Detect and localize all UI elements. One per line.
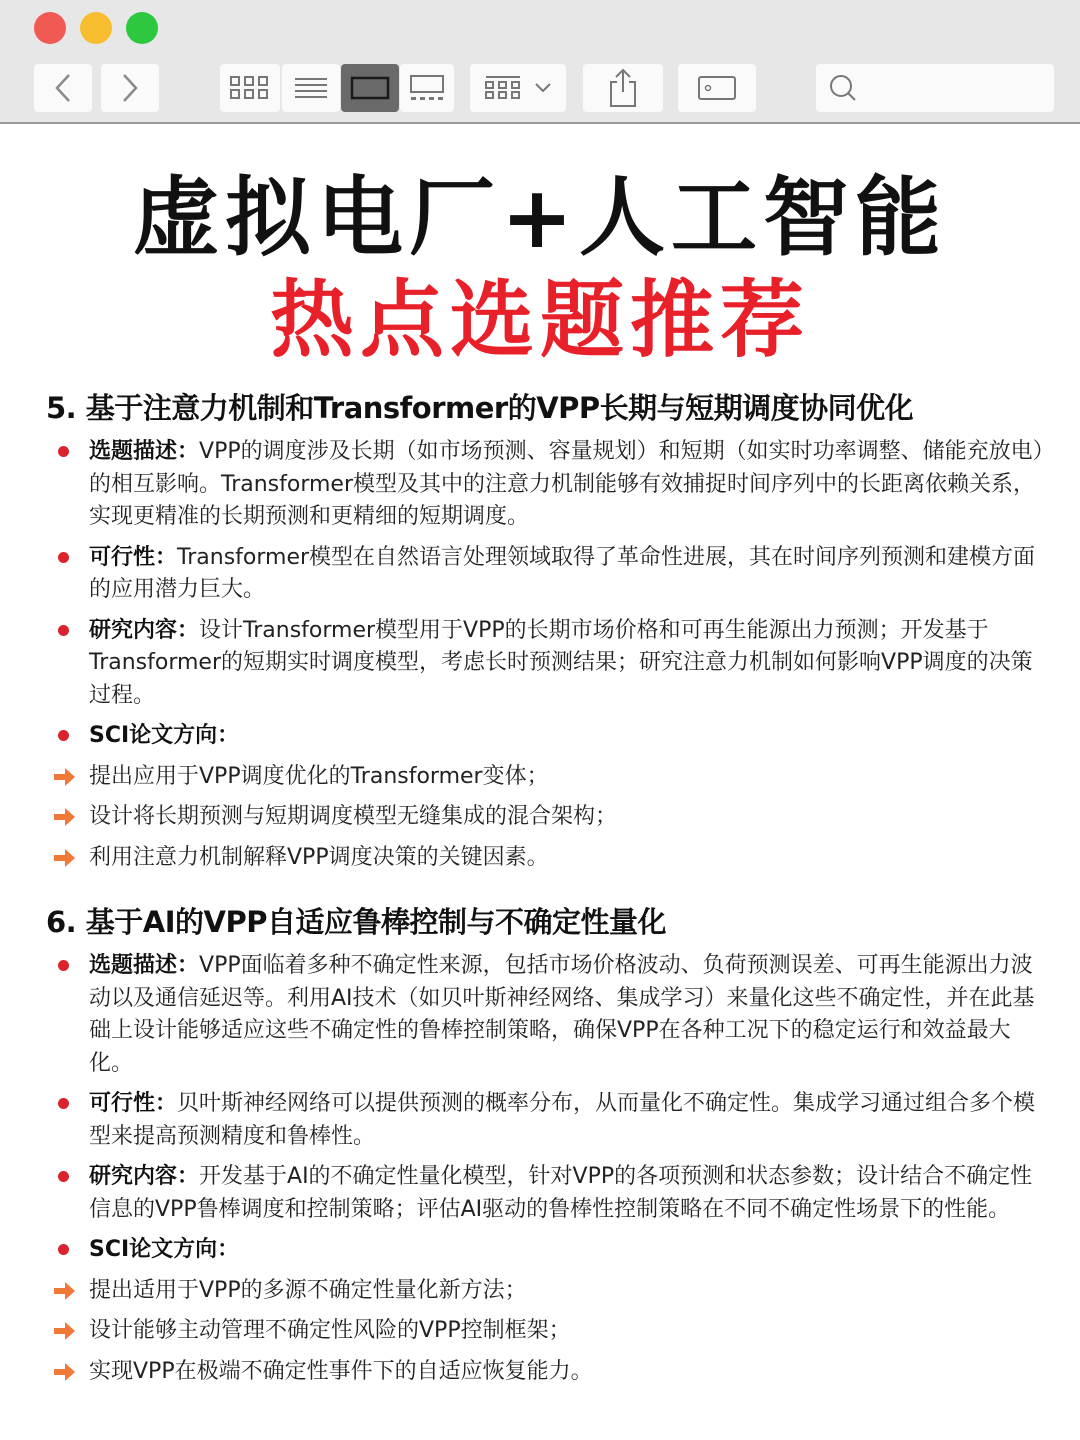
tag-button[interactable] (678, 64, 756, 112)
bullet-icon (58, 625, 69, 636)
list-item-sci: SCI论文方向： (46, 1234, 1046, 1267)
search-field[interactable] (816, 64, 1054, 112)
direction-item: 提出应用于VPP调度优化的Transformer变体； (46, 761, 1046, 794)
list-view-icon (294, 76, 328, 100)
list-item-description: 选题描述：VPP的调度涉及长期（如市场预测、容量规划）和短期（如实时功率调整、储能充放电）的相互影响。Transformer模型及其中的注意力机制能够有效捕捉时间序列中的长距离依赖关系，实现更精准的长期预测和更精细的短期调度。 (46, 436, 1046, 534)
group-by-icon (484, 75, 524, 101)
list-item-feasibility: 可行性：Transformer模型在自然语言处理领域取得了革命性进展，其在时间序列预测和建模方面的应用潜力巨大。 (46, 542, 1046, 607)
arrow-right-icon (54, 767, 76, 787)
arrow-right-icon (54, 1321, 76, 1341)
bullet-icon (58, 1171, 69, 1182)
bullet-icon (58, 1244, 69, 1255)
list-item-description: 选题描述：VPP面临着多种不确定性来源，包括市场价格波动、负荷预测误差、可再生能源出力波动以及通信延迟等。利用AI技术（如贝叶斯神经网络、集成学习）来量化这些不确定性，并在此基础上设计能够适应这些不确定性的鲁棒控制策略，确保VPP在各种工况下的稳定运行和效益最大化。 (46, 950, 1046, 1080)
share-button[interactable] (583, 64, 663, 112)
direction-item: 利用注意力机制解释VPP调度决策的关键因素。 (46, 842, 1046, 875)
share-icon (608, 68, 638, 108)
arrow-right-icon (54, 848, 76, 868)
bullet-icon (58, 730, 69, 741)
section-heading: 5. 基于注意力机制和Transformer的VPP长期与短期调度协同优化 (46, 391, 914, 425)
group-by-button[interactable] (470, 64, 566, 112)
arrow-right-icon (54, 1281, 76, 1301)
topic-section-5 (46, 386, 1046, 882)
topic-section-6 (46, 900, 1046, 1396)
arrow-right-icon (54, 807, 76, 827)
arrow-right-icon (54, 1362, 76, 1382)
zoom-window-button[interactable] (126, 12, 158, 44)
page-subtitle: 热点选题推荐 (269, 271, 810, 369)
direction-item: 提出适用于VPP的多源不确定性量化新方法； (46, 1275, 1046, 1308)
chevron-right-icon (120, 72, 140, 104)
list-item-sci: SCI论文方向： (46, 720, 1046, 753)
column-view-icon (350, 76, 390, 100)
gallery-view-button[interactable] (400, 64, 454, 112)
direction-item: 设计将长期预测与短期调度模型无缝集成的混合架构； (46, 801, 1046, 834)
minimize-window-button[interactable] (80, 12, 112, 44)
chevron-left-icon (53, 72, 73, 104)
page-title: 虚拟电厂+人工智能 (132, 168, 948, 268)
list-item-research: 研究内容：设计Transformer模型用于VPP的长期市场价格和可再生能源出力预测；开发基于Transformer的短期实时调度模型，考虑长时预测结果；研究注意力机制如何影响VPP调度的决策过程。 (46, 615, 1046, 713)
bullet-icon (58, 960, 69, 971)
forward-button[interactable] (101, 64, 159, 112)
list-item-feasibility: 可行性：贝叶斯神经网络可以提供预测的概率分布，从而量化不确定性。集成学习通过组合多个模型来提高预测精度和鲁棒性。 (46, 1088, 1046, 1153)
chevron-down-icon (534, 82, 552, 94)
search-icon (828, 73, 858, 103)
list-item-research: 研究内容：开发基于AI的不确定性量化模型，针对VPP的各项预测和状态参数；设计结合不确定性信息的VPP鲁棒调度和控制策略；评估AI驱动的鲁棒性控制策略在不同不确定性场景下的性能。 (46, 1161, 1046, 1226)
direction-item: 实现VPP在极端不确定性事件下的自适应恢复能力。 (46, 1356, 1046, 1389)
list-view-button[interactable] (282, 64, 340, 112)
gallery-view-icon (408, 74, 446, 102)
tag-icon (697, 75, 737, 101)
back-button[interactable] (34, 64, 92, 112)
bullet-icon (58, 552, 69, 563)
bullet-icon (58, 1098, 69, 1109)
grid-view-button[interactable] (220, 64, 280, 112)
window-toolbar (0, 0, 1080, 124)
section-heading: 6. 基于AI的VPP自适应鲁棒控制与不确定性量化 (46, 905, 666, 939)
close-window-button[interactable] (34, 12, 66, 44)
direction-item: 设计能够主动管理不确定性风险的VPP控制框架； (46, 1315, 1046, 1348)
bullet-icon (58, 446, 69, 457)
column-view-button[interactable] (341, 64, 399, 112)
grid-view-icon (230, 75, 270, 101)
